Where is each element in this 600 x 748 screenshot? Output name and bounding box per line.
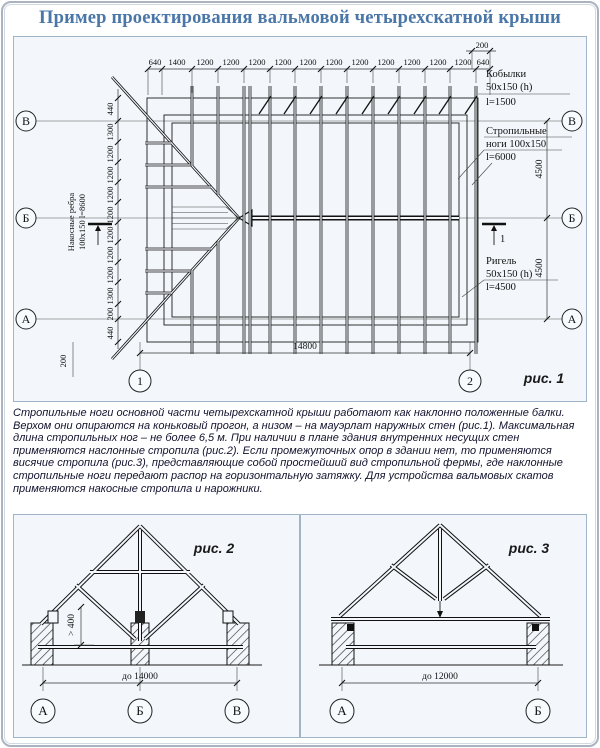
dim-label: 1200: [299, 57, 317, 67]
rigel-label: l=4500: [486, 282, 516, 293]
dim-label: 200: [105, 307, 115, 321]
truss-diagram-2: [14, 515, 299, 737]
axis-letter: В: [567, 114, 577, 128]
kobylki-label: Кобылки: [486, 69, 527, 80]
axis-letter: А: [38, 703, 48, 718]
height-dimension: [67, 604, 94, 648]
roof-plan-drawing: [14, 37, 586, 401]
axis-letter: В: [232, 703, 242, 718]
kobylki-marks: [259, 96, 477, 114]
dim-label: 440: [105, 102, 115, 116]
figure-1-caption: рис. 1: [523, 370, 565, 386]
dim-label: > 400: [67, 614, 77, 636]
dim-label: 1200: [351, 57, 369, 67]
stropila-label: Стропильные: [486, 126, 547, 137]
nakosnye-label: [66, 193, 87, 252]
apex-jack-rafters: [172, 207, 239, 229]
kobylki-label: l=1500: [486, 97, 516, 108]
dim-label: 1200: [377, 57, 395, 67]
dim-label: 1200: [325, 57, 343, 67]
dim-label: 1200: [196, 57, 214, 67]
dim-label: 1200: [105, 266, 115, 284]
dim-label: 1200: [105, 246, 115, 264]
figure-1-panel: [13, 36, 587, 402]
dim-label: 1200: [454, 57, 472, 67]
figure-3-caption: рис. 3: [508, 540, 550, 556]
figure-2-panel: [13, 514, 300, 738]
dim-label: 440: [105, 326, 115, 340]
axis-number: 1: [137, 374, 143, 388]
axis-letter: А: [21, 312, 31, 326]
dim-label: 1200: [274, 57, 292, 67]
dim-label: до 12000: [422, 672, 458, 682]
dim-label: 1300: [105, 123, 115, 141]
bottom-dimension: [137, 342, 473, 356]
svg-text:Накосные ребра: Накосные ребра: [66, 192, 76, 252]
span-dimension: [40, 667, 240, 691]
axis-letter: А: [567, 312, 577, 326]
section-marks: [88, 224, 506, 245]
dim-label: 1200: [105, 206, 115, 224]
axis-letter: Б: [22, 211, 30, 225]
rigel-label: 50x150 (h): [486, 269, 533, 280]
axis-number: 2: [467, 374, 473, 388]
axis-letter: Б: [568, 211, 576, 225]
dim-label: 1200: [105, 166, 115, 184]
dim-label: 1200: [105, 145, 115, 163]
axis-circles: [31, 699, 249, 723]
stropila-label: ноги 100x150: [486, 139, 547, 150]
figure-3-panel: [300, 514, 587, 738]
axis-letter: Б: [136, 703, 144, 718]
axis-letter: Б: [534, 703, 542, 718]
dim-label: 1200: [403, 57, 421, 67]
dim-label: 640: [476, 57, 490, 67]
dim-label: 1400: [168, 57, 186, 67]
kobylki-label: 50x150 (h): [486, 82, 533, 93]
stropila-label: l=6000: [486, 152, 516, 163]
dim-label: 14800: [293, 342, 317, 352]
walls: [332, 623, 549, 665]
dim-label: 200: [475, 40, 489, 50]
dim-label: 1200: [248, 57, 266, 67]
svg-text:100x150 l=8600: 100x150 l=8600: [77, 193, 87, 251]
support-pads: [347, 624, 539, 631]
page-title: Пример проектирования вальмовой четырехскатной крыши: [39, 8, 561, 28]
king-post-hanger: [437, 601, 443, 618]
dim-label: 1300: [105, 287, 115, 305]
dim-label: 1200: [105, 186, 115, 204]
rigel-label: Ригель: [486, 256, 517, 267]
description-paragraph: Стропильные ноги основной части четырехскатной крыши работают как наклонно положенные балки. Верхом они опираются на коньковый прогон, а низом – на мауэрлат наружных стен (рис.1). Максимальная длина стропильных ног – не более 6,5 м. При наличии в плане здания внутренних несущих стен применяются наслонные стропила (рис.2). Если промежуточных опор в здании нет, то применяются висячие стропила (рис.3), представляющие собой простейший вид стропильной фермы, где наклонные стропильные ноги передают распор на горизонтальную затяжку. Для устройства вальмовых скатов применяются накосные стропила и нарожники.: [13, 407, 575, 495]
top-dimension-chain: [145, 57, 493, 95]
truss-diagram-3: [301, 515, 586, 737]
dim-label: 1200: [105, 226, 115, 244]
section-mark-label: 1: [500, 234, 506, 245]
dim-label: 1200: [429, 57, 447, 67]
dim-label: 640: [148, 57, 162, 67]
dim-label: 4500: [535, 258, 545, 278]
dim-label: 4500: [535, 159, 545, 179]
axis-letter: А: [337, 703, 347, 718]
axis-circles: [330, 699, 550, 723]
axis-letter: В: [21, 114, 31, 128]
dim-label: до 14000: [122, 672, 158, 682]
figure-2-caption: рис. 2: [193, 540, 235, 556]
dim-label: 1200: [222, 57, 240, 67]
span-dimension: [339, 667, 541, 691]
dim-label: 200: [58, 354, 68, 368]
